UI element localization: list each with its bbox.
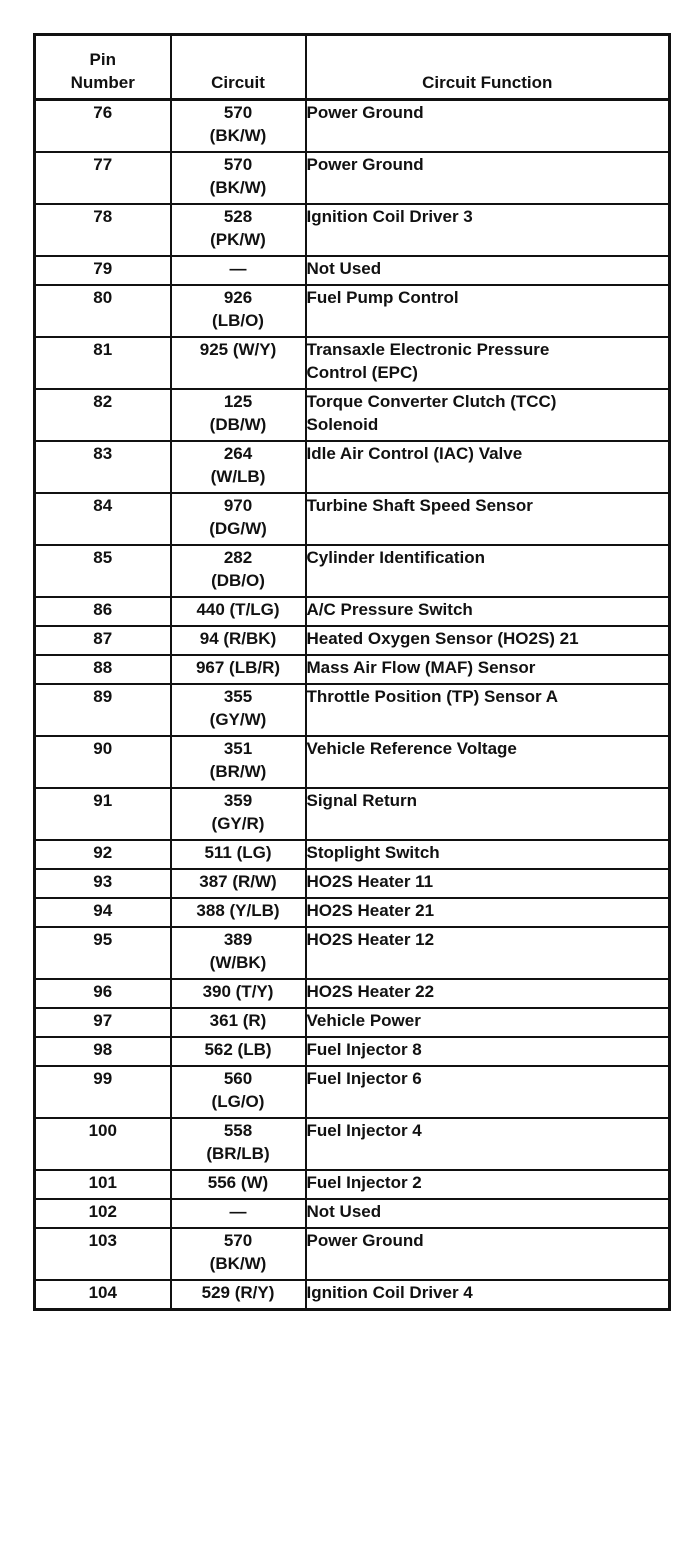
circuit-line: (DG/W) bbox=[209, 519, 267, 538]
circuit-line: 570 bbox=[223, 155, 253, 174]
table-row bbox=[35, 736, 670, 788]
pin-number-cell: 90 bbox=[35, 736, 171, 788]
function-line: Mass Air Flow (MAF) Sensor bbox=[306, 658, 536, 677]
circuit-cell bbox=[171, 1008, 306, 1037]
pin-number-cell: 79 bbox=[35, 256, 171, 285]
circuit-function-cell bbox=[306, 898, 670, 927]
circuit-line: 970 bbox=[223, 496, 253, 515]
pin-circuit-table bbox=[33, 33, 671, 1311]
table-row bbox=[35, 389, 670, 441]
circuit-cell bbox=[171, 979, 306, 1008]
circuit-line: (BR/W) bbox=[209, 762, 267, 781]
circuit-function-cell bbox=[306, 840, 670, 869]
function-line: Solenoid bbox=[306, 415, 379, 434]
header-pin-number bbox=[35, 35, 171, 100]
pin-number-cell: 100 bbox=[35, 1118, 171, 1170]
circuit-cell bbox=[171, 1066, 306, 1118]
function-line: Transaxle Electronic Pressure bbox=[306, 340, 550, 359]
function-line: Power Ground bbox=[306, 103, 424, 122]
pin-number-cell: 104 bbox=[35, 1280, 171, 1310]
circuit-line: 388 (Y/LB) bbox=[196, 901, 280, 920]
circuit-cell bbox=[171, 626, 306, 655]
table-row bbox=[35, 626, 670, 655]
circuit-cell bbox=[171, 389, 306, 441]
circuit-cell bbox=[171, 152, 306, 204]
function-line: HO2S Heater 11 bbox=[306, 872, 434, 891]
circuit-line: (BK/W) bbox=[209, 126, 267, 145]
circuit-cell bbox=[171, 655, 306, 684]
function-line: Fuel Injector 4 bbox=[306, 1121, 422, 1140]
pin-number-cell: 86 bbox=[35, 597, 171, 626]
circuit-line: (BK/W) bbox=[209, 178, 267, 197]
circuit-line: (BR/LB) bbox=[206, 1144, 270, 1163]
function-line: Control (EPC) bbox=[306, 363, 418, 382]
function-line: HO2S Heater 21 bbox=[306, 901, 435, 920]
table-row bbox=[35, 927, 670, 979]
circuit-cell bbox=[171, 1118, 306, 1170]
table-row bbox=[35, 597, 670, 626]
circuit-cell bbox=[171, 1199, 306, 1228]
table-row bbox=[35, 1008, 670, 1037]
circuit-function-cell bbox=[306, 1118, 670, 1170]
pin-number-cell: 83 bbox=[35, 441, 171, 493]
circuit-function-cell bbox=[306, 545, 670, 597]
pin-number-cell: 89 bbox=[35, 684, 171, 736]
circuit-cell bbox=[171, 204, 306, 256]
pin-number-cell: 78 bbox=[35, 204, 171, 256]
pin-number-cell: 91 bbox=[35, 788, 171, 840]
circuit-function-cell bbox=[306, 597, 670, 626]
circuit-cell bbox=[171, 1228, 306, 1280]
circuit-function-cell bbox=[306, 927, 670, 979]
circuit-line: 560 bbox=[223, 1069, 253, 1088]
pin-number-cell: 77 bbox=[35, 152, 171, 204]
circuit-function-cell bbox=[306, 979, 670, 1008]
pin-number-cell: 96 bbox=[35, 979, 171, 1008]
table-row bbox=[35, 1118, 670, 1170]
circuit-line: 94 (R/BK) bbox=[199, 629, 277, 648]
circuit-line: 926 bbox=[223, 288, 253, 307]
function-line: Power Ground bbox=[306, 155, 424, 174]
table-row bbox=[35, 1228, 670, 1280]
pin-number-cell: 102 bbox=[35, 1199, 171, 1228]
table-row bbox=[35, 256, 670, 285]
circuit-line: 570 bbox=[223, 1231, 253, 1250]
pin-number-cell: 84 bbox=[35, 493, 171, 545]
pin-number-cell: 93 bbox=[35, 869, 171, 898]
circuit-line: 387 (R/W) bbox=[199, 872, 277, 891]
header-circuit-function: Circuit Function bbox=[306, 35, 670, 100]
circuit-line: 558 bbox=[223, 1121, 253, 1140]
circuit-line: — bbox=[229, 1202, 247, 1221]
table-row bbox=[35, 788, 670, 840]
circuit-function-cell bbox=[306, 100, 670, 153]
circuit-line: (LB/O) bbox=[212, 311, 264, 330]
circuit-function-cell bbox=[306, 1066, 670, 1118]
pin-number-cell: 81 bbox=[35, 337, 171, 389]
pin-number-cell: 88 bbox=[35, 655, 171, 684]
table-row bbox=[35, 493, 670, 545]
circuit-line: 556 (W) bbox=[207, 1173, 269, 1192]
circuit-function-cell bbox=[306, 1199, 670, 1228]
function-line: Vehicle Reference Voltage bbox=[306, 739, 517, 758]
circuit-line: 528 bbox=[223, 207, 253, 226]
circuit-function-cell bbox=[306, 204, 670, 256]
circuit-line: (LG/O) bbox=[211, 1092, 265, 1111]
circuit-function-cell bbox=[306, 389, 670, 441]
circuit-line: 125 bbox=[223, 392, 253, 411]
pin-number-cell: 97 bbox=[35, 1008, 171, 1037]
function-line: Fuel Injector 8 bbox=[306, 1040, 422, 1059]
function-line: Idle Air Control (IAC) Valve bbox=[306, 444, 523, 463]
circuit-cell bbox=[171, 869, 306, 898]
circuit-function-cell bbox=[306, 684, 670, 736]
circuit-line: 361 (R) bbox=[209, 1011, 267, 1030]
table-row bbox=[35, 684, 670, 736]
table-body bbox=[35, 100, 670, 1310]
circuit-function-cell bbox=[306, 1228, 670, 1280]
function-line: Fuel Injector 2 bbox=[306, 1173, 422, 1192]
pin-number-cell: 80 bbox=[35, 285, 171, 337]
circuit-line: (W/BK) bbox=[209, 953, 267, 972]
circuit-line: 390 (T/Y) bbox=[202, 982, 274, 1001]
table-row bbox=[35, 655, 670, 684]
pin-number-cell: 98 bbox=[35, 1037, 171, 1066]
circuit-cell bbox=[171, 1280, 306, 1310]
circuit-line: 925 (W/Y) bbox=[199, 340, 277, 359]
function-line: Ignition Coil Driver 4 bbox=[306, 1283, 473, 1302]
table-row bbox=[35, 152, 670, 204]
header-pin-line2: Number bbox=[70, 73, 135, 92]
circuit-cell bbox=[171, 493, 306, 545]
circuit-line: — bbox=[229, 259, 247, 278]
circuit-line: 389 bbox=[223, 930, 253, 949]
circuit-line: 282 bbox=[223, 548, 253, 567]
circuit-function-cell bbox=[306, 736, 670, 788]
circuit-function-cell bbox=[306, 655, 670, 684]
circuit-cell bbox=[171, 1037, 306, 1066]
circuit-function-cell bbox=[306, 788, 670, 840]
table-row bbox=[35, 1199, 670, 1228]
circuit-line: (DB/O) bbox=[211, 571, 265, 590]
circuit-function-cell bbox=[306, 441, 670, 493]
circuit-function-cell bbox=[306, 1280, 670, 1310]
circuit-line: (GY/R) bbox=[211, 814, 265, 833]
circuit-line: 264 bbox=[223, 444, 253, 463]
function-line: Signal Return bbox=[306, 791, 418, 810]
circuit-function-cell bbox=[306, 1037, 670, 1066]
circuit-line: (GY/W) bbox=[209, 710, 267, 729]
table-row bbox=[35, 840, 670, 869]
table-row bbox=[35, 1280, 670, 1310]
circuit-function-cell bbox=[306, 1008, 670, 1037]
circuit-cell bbox=[171, 840, 306, 869]
circuit-line: (DB/W) bbox=[209, 415, 267, 434]
circuit-function-cell bbox=[306, 626, 670, 655]
function-line: HO2S Heater 22 bbox=[306, 982, 435, 1001]
circuit-line: 351 bbox=[223, 739, 253, 758]
circuit-line: 967 (LB/R) bbox=[195, 658, 281, 677]
function-line: Power Ground bbox=[306, 1231, 424, 1250]
table-row bbox=[35, 285, 670, 337]
function-line: Torque Converter Clutch (TCC) bbox=[306, 392, 557, 411]
table-row bbox=[35, 1170, 670, 1199]
circuit-line: (W/LB) bbox=[210, 467, 266, 486]
circuit-line: 511 (LG) bbox=[204, 843, 272, 862]
table-row bbox=[35, 441, 670, 493]
header-circuit: Circuit bbox=[171, 35, 306, 100]
function-line: Cylinder Identification bbox=[306, 548, 486, 567]
function-line: Not Used bbox=[306, 1202, 382, 1221]
pin-number-cell: 92 bbox=[35, 840, 171, 869]
table-row bbox=[35, 869, 670, 898]
circuit-function-cell bbox=[306, 869, 670, 898]
circuit-cell bbox=[171, 100, 306, 153]
table-row bbox=[35, 1037, 670, 1066]
circuit-line: 529 (R/Y) bbox=[201, 1283, 275, 1302]
function-line: Ignition Coil Driver 3 bbox=[306, 207, 473, 226]
circuit-cell bbox=[171, 736, 306, 788]
circuit-function-cell bbox=[306, 256, 670, 285]
circuit-cell bbox=[171, 1170, 306, 1199]
pin-number-cell: 82 bbox=[35, 389, 171, 441]
circuit-line: 355 bbox=[223, 687, 253, 706]
circuit-function-cell bbox=[306, 493, 670, 545]
function-line: A/C Pressure Switch bbox=[306, 600, 473, 619]
circuit-function-cell bbox=[306, 152, 670, 204]
circuit-cell bbox=[171, 545, 306, 597]
function-line: Fuel Pump Control bbox=[306, 288, 459, 307]
pin-number-cell: 85 bbox=[35, 545, 171, 597]
function-line: Fuel Injector 6 bbox=[306, 1069, 422, 1088]
circuit-line: (BK/W) bbox=[209, 1254, 267, 1273]
header-row bbox=[35, 35, 670, 100]
pin-number-cell: 87 bbox=[35, 626, 171, 655]
circuit-cell bbox=[171, 684, 306, 736]
circuit-line: 562 (LB) bbox=[204, 1040, 272, 1059]
function-line: Vehicle Power bbox=[306, 1011, 421, 1030]
pin-number-cell: 94 bbox=[35, 898, 171, 927]
function-line: Throttle Position (TP) Sensor A bbox=[306, 687, 559, 706]
circuit-cell bbox=[171, 256, 306, 285]
table-row bbox=[35, 979, 670, 1008]
circuit-cell bbox=[171, 927, 306, 979]
function-line: Not Used bbox=[306, 259, 382, 278]
function-line: HO2S Heater 12 bbox=[306, 930, 435, 949]
circuit-cell bbox=[171, 597, 306, 626]
circuit-cell bbox=[171, 285, 306, 337]
circuit-cell bbox=[171, 337, 306, 389]
table-row bbox=[35, 100, 670, 153]
pin-number-cell: 76 bbox=[35, 100, 171, 153]
circuit-function-cell bbox=[306, 337, 670, 389]
function-line: Stoplight Switch bbox=[306, 843, 440, 862]
table-header bbox=[35, 35, 670, 100]
function-line: Heated Oxygen Sensor (HO2S) 21 bbox=[306, 629, 579, 648]
table-row bbox=[35, 337, 670, 389]
pin-number-cell: 101 bbox=[35, 1170, 171, 1199]
circuit-cell bbox=[171, 788, 306, 840]
table-row bbox=[35, 1066, 670, 1118]
header-pin-line1: Pin bbox=[89, 50, 116, 69]
circuit-line: 570 bbox=[223, 103, 253, 122]
pin-number-cell: 103 bbox=[35, 1228, 171, 1280]
circuit-cell bbox=[171, 441, 306, 493]
circuit-line: 440 (T/LG) bbox=[196, 600, 280, 619]
table-row bbox=[35, 545, 670, 597]
circuit-line: (PK/W) bbox=[210, 230, 266, 249]
circuit-function-cell bbox=[306, 1170, 670, 1199]
pin-number-cell: 95 bbox=[35, 927, 171, 979]
circuit-function-cell bbox=[306, 285, 670, 337]
pin-number-cell: 99 bbox=[35, 1066, 171, 1118]
table-row bbox=[35, 204, 670, 256]
circuit-cell bbox=[171, 898, 306, 927]
table-row bbox=[35, 898, 670, 927]
circuit-line: 359 bbox=[223, 791, 253, 810]
function-line: Turbine Shaft Speed Sensor bbox=[306, 496, 533, 515]
